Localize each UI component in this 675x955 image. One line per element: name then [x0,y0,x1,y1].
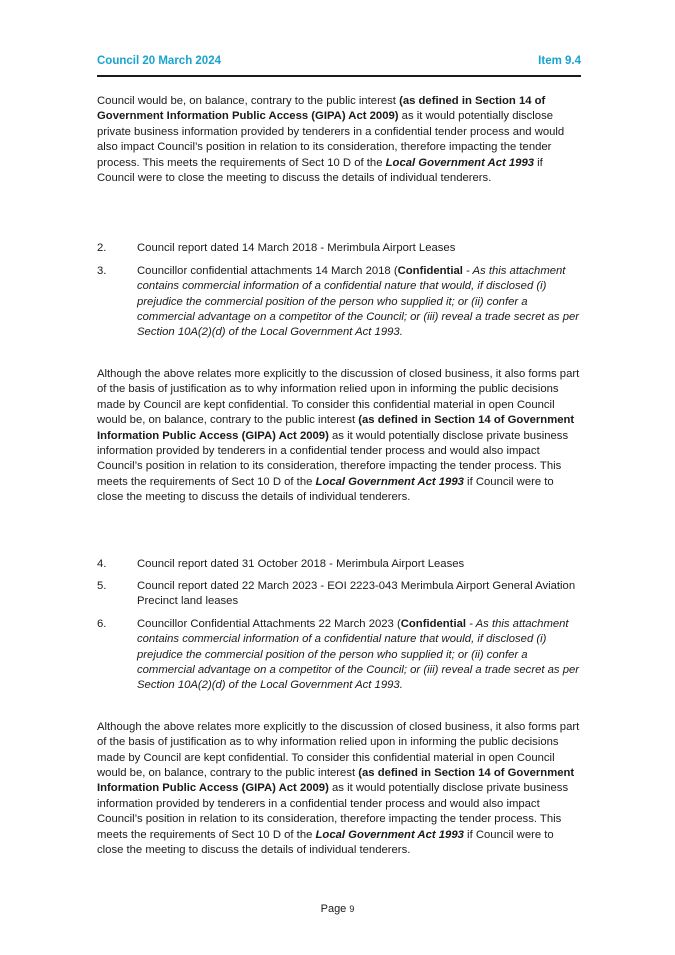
list-item: 5. Council report dated 22 March 2023 - EOI 2223-043 Merimbula Airport General Aviation Precinct land leases [97,579,576,608]
list-item: 4. Council report dated 31 October 2018 - Merimbula Airport Leases [97,557,465,570]
meeting-title: Council 20 March 2024 [97,55,221,67]
list-item: 6. Councillor Confidential Attachments 22 March 2023 (Confidential - As this attachment contains commercial information of a confidential nature that would, if disclosed (i) prejudice the commercial position of the person who supplied it; or (ii) confer a commercial advantage on a competitor of the Council; or (iii) reveal a trade secret as per Section 10A(2)(d) of the Local Government Act 1993. [97,617,580,692]
document-body [97,94,581,858]
page-number: 9 [349,904,355,914]
paragraph-1: Council would be, on balance, contrary to the public interest (as defined in Section 14 of Government Information Public Access (GIPA) Act 2009) as it would potentially disclose private business information provided by tenderers in a confidential tender process and would also impact Council’s position in relation to its consideration, therefore impacting the tender process. This meets the requirements of Sect 10 D of the Local Government Act 1993 if Council were to close the meeting to discuss the details of individual tenderers. [97,95,565,185]
paragraph-2: Although the above relates more explicitly to the discussion of closed business, it also forms part of the basis of justification as to why information relied upon in informing the public decisions made by Council are kept confidential. To consider this confidential material in open Council would be, on balance, contrary to the public interest (as defined in Section 14 of Government Information Public Access (GIPA) Act 2009) as it would potentially disclose private business information provided by tenderers in a confidential tender process and would also impact Council’s position in relation to its consideration, therefore impacting the tender process. This meets the requirements of Sect 10 D of the Local Government Act 1993 if Council were to close the meeting to discuss the details of individual tenderers. [97,367,580,504]
item-number: Item 9.4 [538,55,581,67]
list-item: 3. Councillor confidential attachments 14 March 2018 (Confidential - As this attachment contains commercial information of a confidential nature that would, if disclosed (i) prejudice the commercial position of the person who supplied it; or (ii) confer a commercial advantage on a competitor of the Council; or (iii) reveal a trade secret as per Section 10A(2)(d) of the Local Government Act 1993. [97,264,580,339]
paragraph-3: Although the above relates more explicitly to the discussion of closed business, it also forms part of the basis of justification as to why information relied upon in informing the public decisions made by Council are kept confidential. To consider this confidential material in open Council would be, on balance, contrary to the public interest (as defined in Section 14 of Government Information Public Access (GIPA) Act 2009) as it would potentially disclose private business information provided by tenderers in a confidential tender process and would also impact Council’s position in relation to its consideration, therefore impacting the tender process. This meets the requirements of Sect 10 D of the Local Government Act 1993 if Council were to close the meeting to discuss the details of individual tenderers. [97,720,580,857]
list-item: 2. Council report dated 14 March 2018 - Merimbula Airport Leases [97,242,456,255]
page-header [97,55,581,77]
page-footer [0,903,675,915]
page-label: Page [320,903,347,915]
